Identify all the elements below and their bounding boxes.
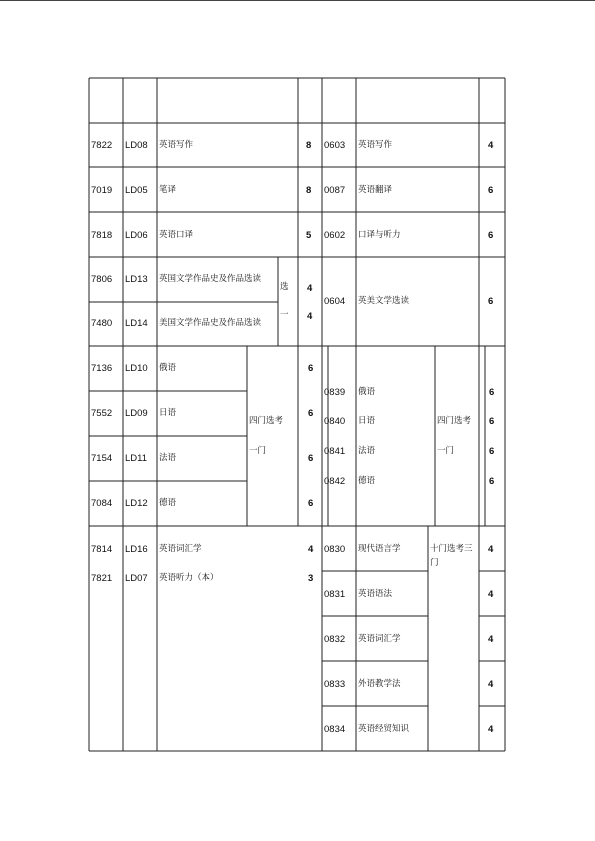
lang-course-name-right: 俄语 — [358, 387, 376, 397]
row-course-name-right: 英语写作 — [358, 140, 393, 150]
last-code-right: 0831 — [324, 589, 346, 600]
last-code-right: 0833 — [324, 679, 346, 690]
last-course-name-right: 现代语言学 — [358, 544, 401, 554]
lang-credit: 6 — [308, 498, 314, 509]
lang-code-right: 0841 — [324, 446, 346, 457]
row-code: 7019 — [91, 185, 113, 196]
last-select-note-2: 门 — [430, 558, 439, 568]
lang-course-name-right: 日语 — [358, 416, 376, 426]
last-code: 7814 — [91, 544, 113, 555]
row-credit-right: 4 — [488, 140, 494, 151]
lit-code-right: 0604 — [324, 296, 346, 307]
lit-id: LD13 — [125, 274, 148, 285]
lang-select-note-2: 一门 — [249, 446, 267, 456]
lang-credit-right: 6 — [489, 476, 495, 487]
row-code-right: 0603 — [324, 140, 346, 151]
lit-select-note-top: 选 — [280, 282, 289, 292]
lit-code: 7480 — [91, 318, 113, 329]
last-code: 7821 — [91, 573, 113, 584]
last-course-name: 英语词汇学 — [159, 544, 202, 554]
last-credit: 3 — [308, 573, 314, 584]
row-id: LD06 — [125, 230, 148, 241]
lang-code: 7552 — [91, 408, 113, 419]
lang-select-note: 四门选考 — [249, 416, 284, 426]
last-course-name-right: 英语经贸知识 — [358, 724, 410, 734]
last-course-name: 英语听力（本） — [159, 573, 219, 583]
last-select-note: 十门选考三 — [430, 544, 473, 554]
lit-code: 7806 — [91, 274, 113, 285]
last-code-right: 0832 — [324, 634, 346, 645]
lang-credit-right: 6 — [489, 416, 495, 427]
lang-code-right: 0842 — [324, 476, 346, 487]
last-code-right: 0830 — [324, 544, 346, 555]
row-course-name: 英语口译 — [159, 230, 194, 240]
row-credit-right: 6 — [488, 230, 494, 241]
lit-id: LD14 — [125, 318, 148, 329]
last-course-name-right: 外语教学法 — [358, 679, 401, 689]
row-credit-right: 6 — [488, 185, 494, 196]
last-credit-right: 4 — [488, 634, 494, 645]
lang-select-note-right-2: 一门 — [437, 446, 455, 456]
lang-code: 7136 — [91, 363, 113, 374]
lang-course-name: 德语 — [159, 498, 177, 508]
row-course-name-right: 口译与听力 — [358, 230, 401, 240]
last-credit-right: 4 — [488, 724, 494, 735]
last-id: LD07 — [125, 573, 148, 584]
lang-code: 7154 — [91, 453, 113, 464]
lang-code: 7084 — [91, 498, 113, 509]
lang-course-name: 俄语 — [159, 363, 177, 373]
last-credit: 4 — [308, 544, 314, 555]
last-code-right: 0834 — [324, 724, 346, 735]
lit-credit: 4 — [307, 283, 313, 294]
row-code: 7822 — [91, 140, 113, 151]
last-credit-right: 4 — [488, 679, 494, 690]
last-course-name-right: 英语词汇学 — [358, 634, 401, 644]
lang-credit-right: 6 — [489, 446, 495, 457]
lang-id: LD12 — [125, 498, 148, 509]
lit-course-name: 英国文学作品史及作品选读 — [159, 274, 262, 284]
lang-course-name-right: 德语 — [358, 476, 376, 486]
row-id: LD08 — [125, 140, 148, 151]
lang-code-right: 0839 — [324, 387, 346, 398]
lang-credit: 6 — [308, 453, 314, 464]
last-credit-right: 4 — [488, 589, 494, 600]
row-credit: 8 — [306, 185, 312, 196]
row-credit: 5 — [306, 230, 312, 241]
lit-select-note-bottom: 一 — [280, 310, 289, 320]
lit-course-name-right: 英美文学选读 — [358, 296, 410, 306]
row-code-right: 0602 — [324, 230, 346, 241]
lit-credit-right: 6 — [488, 296, 494, 307]
row-code: 7818 — [91, 230, 113, 241]
lang-course-name-right: 法语 — [358, 446, 376, 456]
last-id: LD16 — [125, 544, 148, 555]
row-course-name: 笔译 — [159, 185, 177, 195]
lit-credit: 4 — [307, 311, 313, 322]
lang-select-note-right: 四门选考 — [437, 416, 472, 426]
lang-course-name: 法语 — [159, 453, 177, 463]
row-code-right: 0087 — [324, 185, 346, 196]
lang-id: LD10 — [125, 363, 148, 374]
lang-id: LD09 — [125, 408, 148, 419]
lit-course-name: 美国文学作品史及作品选读 — [159, 318, 262, 328]
row-credit: 8 — [306, 140, 312, 151]
lang-id: LD11 — [125, 453, 148, 464]
lang-credit: 6 — [308, 408, 314, 419]
last-credit-right: 4 — [488, 544, 494, 555]
row-id: LD05 — [125, 185, 148, 196]
last-course-name-right: 英语语法 — [358, 589, 393, 599]
row-course-name: 英语写作 — [159, 140, 194, 150]
row-course-name-right: 英语翻译 — [358, 185, 393, 195]
lang-credit: 6 — [308, 363, 314, 374]
lang-code-right: 0840 — [324, 416, 346, 427]
lang-course-name: 日语 — [159, 408, 177, 418]
lang-credit-right: 6 — [489, 387, 495, 398]
